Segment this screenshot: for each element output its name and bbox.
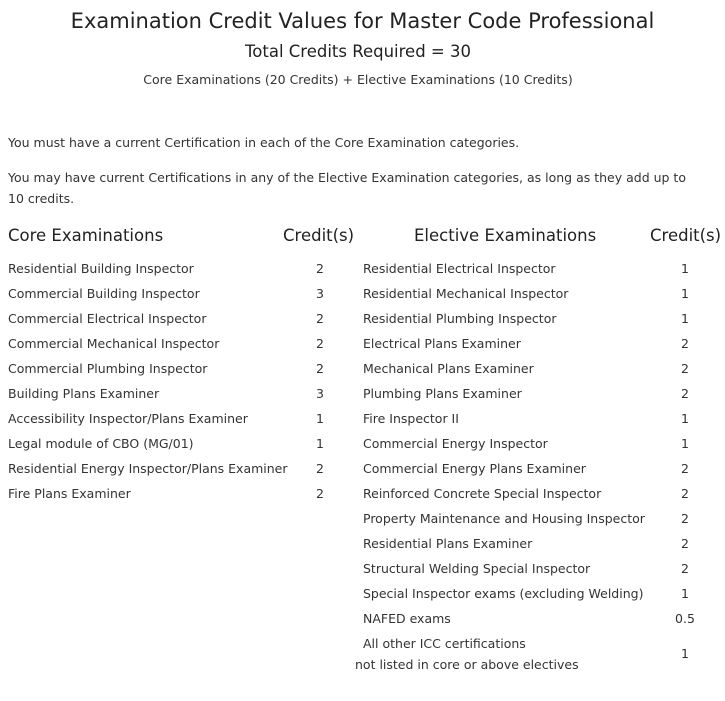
credit-value: 2 bbox=[316, 311, 324, 326]
credit-value: 2 bbox=[681, 461, 689, 476]
list-item: Commercial Mechanical Inspector bbox=[8, 336, 220, 351]
credit-value: 2 bbox=[681, 511, 689, 526]
credit-value: 3 bbox=[316, 286, 324, 301]
list-item: Legal module of CBO (MG/01) bbox=[8, 436, 194, 451]
credit-value: 2 bbox=[681, 486, 689, 501]
list-item: Special Inspector exams (excluding Welding) bbox=[363, 586, 644, 601]
list-item: Reinforced Concrete Special Inspector bbox=[363, 486, 602, 501]
elective-credit-list bbox=[665, 258, 705, 633]
list-item: Building Plans Examiner bbox=[8, 386, 160, 401]
list-item: Residential Plumbing Inspector bbox=[363, 311, 557, 326]
list-item: Commercial Energy Plans Examiner bbox=[363, 461, 586, 476]
elective-credits-heading: Credit(s) bbox=[650, 226, 722, 245]
other-certifications-credits: 1 bbox=[681, 646, 689, 661]
credit-value: 2 bbox=[316, 361, 324, 376]
list-item: Commercial Building Inspector bbox=[8, 286, 200, 301]
core-credits-heading: Credit(s) bbox=[283, 226, 355, 245]
list-item: Mechanical Plans Examiner bbox=[363, 361, 534, 376]
credit-value: 0.5 bbox=[675, 611, 695, 626]
credit-value: 1 bbox=[681, 261, 689, 276]
credit-value: 1 bbox=[316, 436, 324, 451]
list-item: Residential Mechanical Inspector bbox=[363, 286, 569, 301]
list-item: Residential Building Inspector bbox=[8, 261, 194, 276]
credit-value: 2 bbox=[681, 361, 689, 376]
credit-value: 1 bbox=[681, 586, 689, 601]
list-item: Residential Electrical Inspector bbox=[363, 261, 556, 276]
other-certifications-line2: not listed in core or above electives bbox=[355, 657, 579, 672]
elective-requirement-text: You may have current Certifications in any of the Elective Examination categories, as long as they add up to 10 credits. bbox=[8, 170, 686, 206]
list-item: Residential Plans Examiner bbox=[363, 536, 533, 551]
list-item: Fire Inspector II bbox=[363, 411, 459, 426]
credit-value: 2 bbox=[316, 486, 324, 501]
credit-value: 2 bbox=[316, 261, 324, 276]
elective-examinations-heading: Elective Examinations bbox=[414, 226, 597, 245]
credit-value: 1 bbox=[681, 436, 689, 451]
core-examinations-heading: Core Examinations bbox=[8, 226, 164, 245]
credit-value: 2 bbox=[681, 561, 689, 576]
core-credit-list bbox=[300, 258, 340, 508]
credit-value: 2 bbox=[316, 461, 324, 476]
list-item: Residential Energy Inspector/Plans Examiner bbox=[8, 461, 288, 476]
credit-value: 2 bbox=[681, 386, 689, 401]
credit-value: 2 bbox=[681, 336, 689, 351]
list-item: Commercial Plumbing Inspector bbox=[8, 361, 208, 376]
credit-value: 2 bbox=[681, 536, 689, 551]
total-credits-subtitle: Total Credits Required = 30 bbox=[245, 42, 471, 61]
list-item: Electrical Plans Examiner bbox=[363, 336, 521, 351]
credit-breakdown: Core Examinations (20 Credits) + Elective Examinations (10 Credits) bbox=[143, 72, 573, 87]
credit-value: 3 bbox=[316, 386, 324, 401]
core-requirement-text: You must have a current Certification in each of the Core Examination categories. bbox=[8, 135, 520, 150]
credit-value: 1 bbox=[681, 411, 689, 426]
list-item: Accessibility Inspector/Plans Examiner bbox=[8, 411, 248, 426]
credit-value: 1 bbox=[316, 411, 324, 426]
core-exam-list bbox=[8, 258, 288, 508]
list-item: Fire Plans Examiner bbox=[8, 486, 131, 501]
credit-value: 2 bbox=[316, 336, 324, 351]
credit-value: 1 bbox=[681, 311, 689, 326]
list-item: Plumbing Plans Examiner bbox=[363, 386, 522, 401]
credit-value: 1 bbox=[681, 286, 689, 301]
other-certifications-line1: All other ICC certifications bbox=[363, 636, 526, 651]
elective-exam-list bbox=[363, 258, 653, 633]
list-item: Property Maintenance and Housing Inspector bbox=[363, 511, 645, 526]
page-title: Examination Credit Values for Master Code Professional bbox=[70, 9, 655, 33]
list-item: Structural Welding Special Inspector bbox=[363, 561, 591, 576]
list-item: Commercial Electrical Inspector bbox=[8, 311, 207, 326]
list-item: NAFED exams bbox=[363, 611, 451, 626]
list-item: Commercial Energy Inspector bbox=[363, 436, 548, 451]
